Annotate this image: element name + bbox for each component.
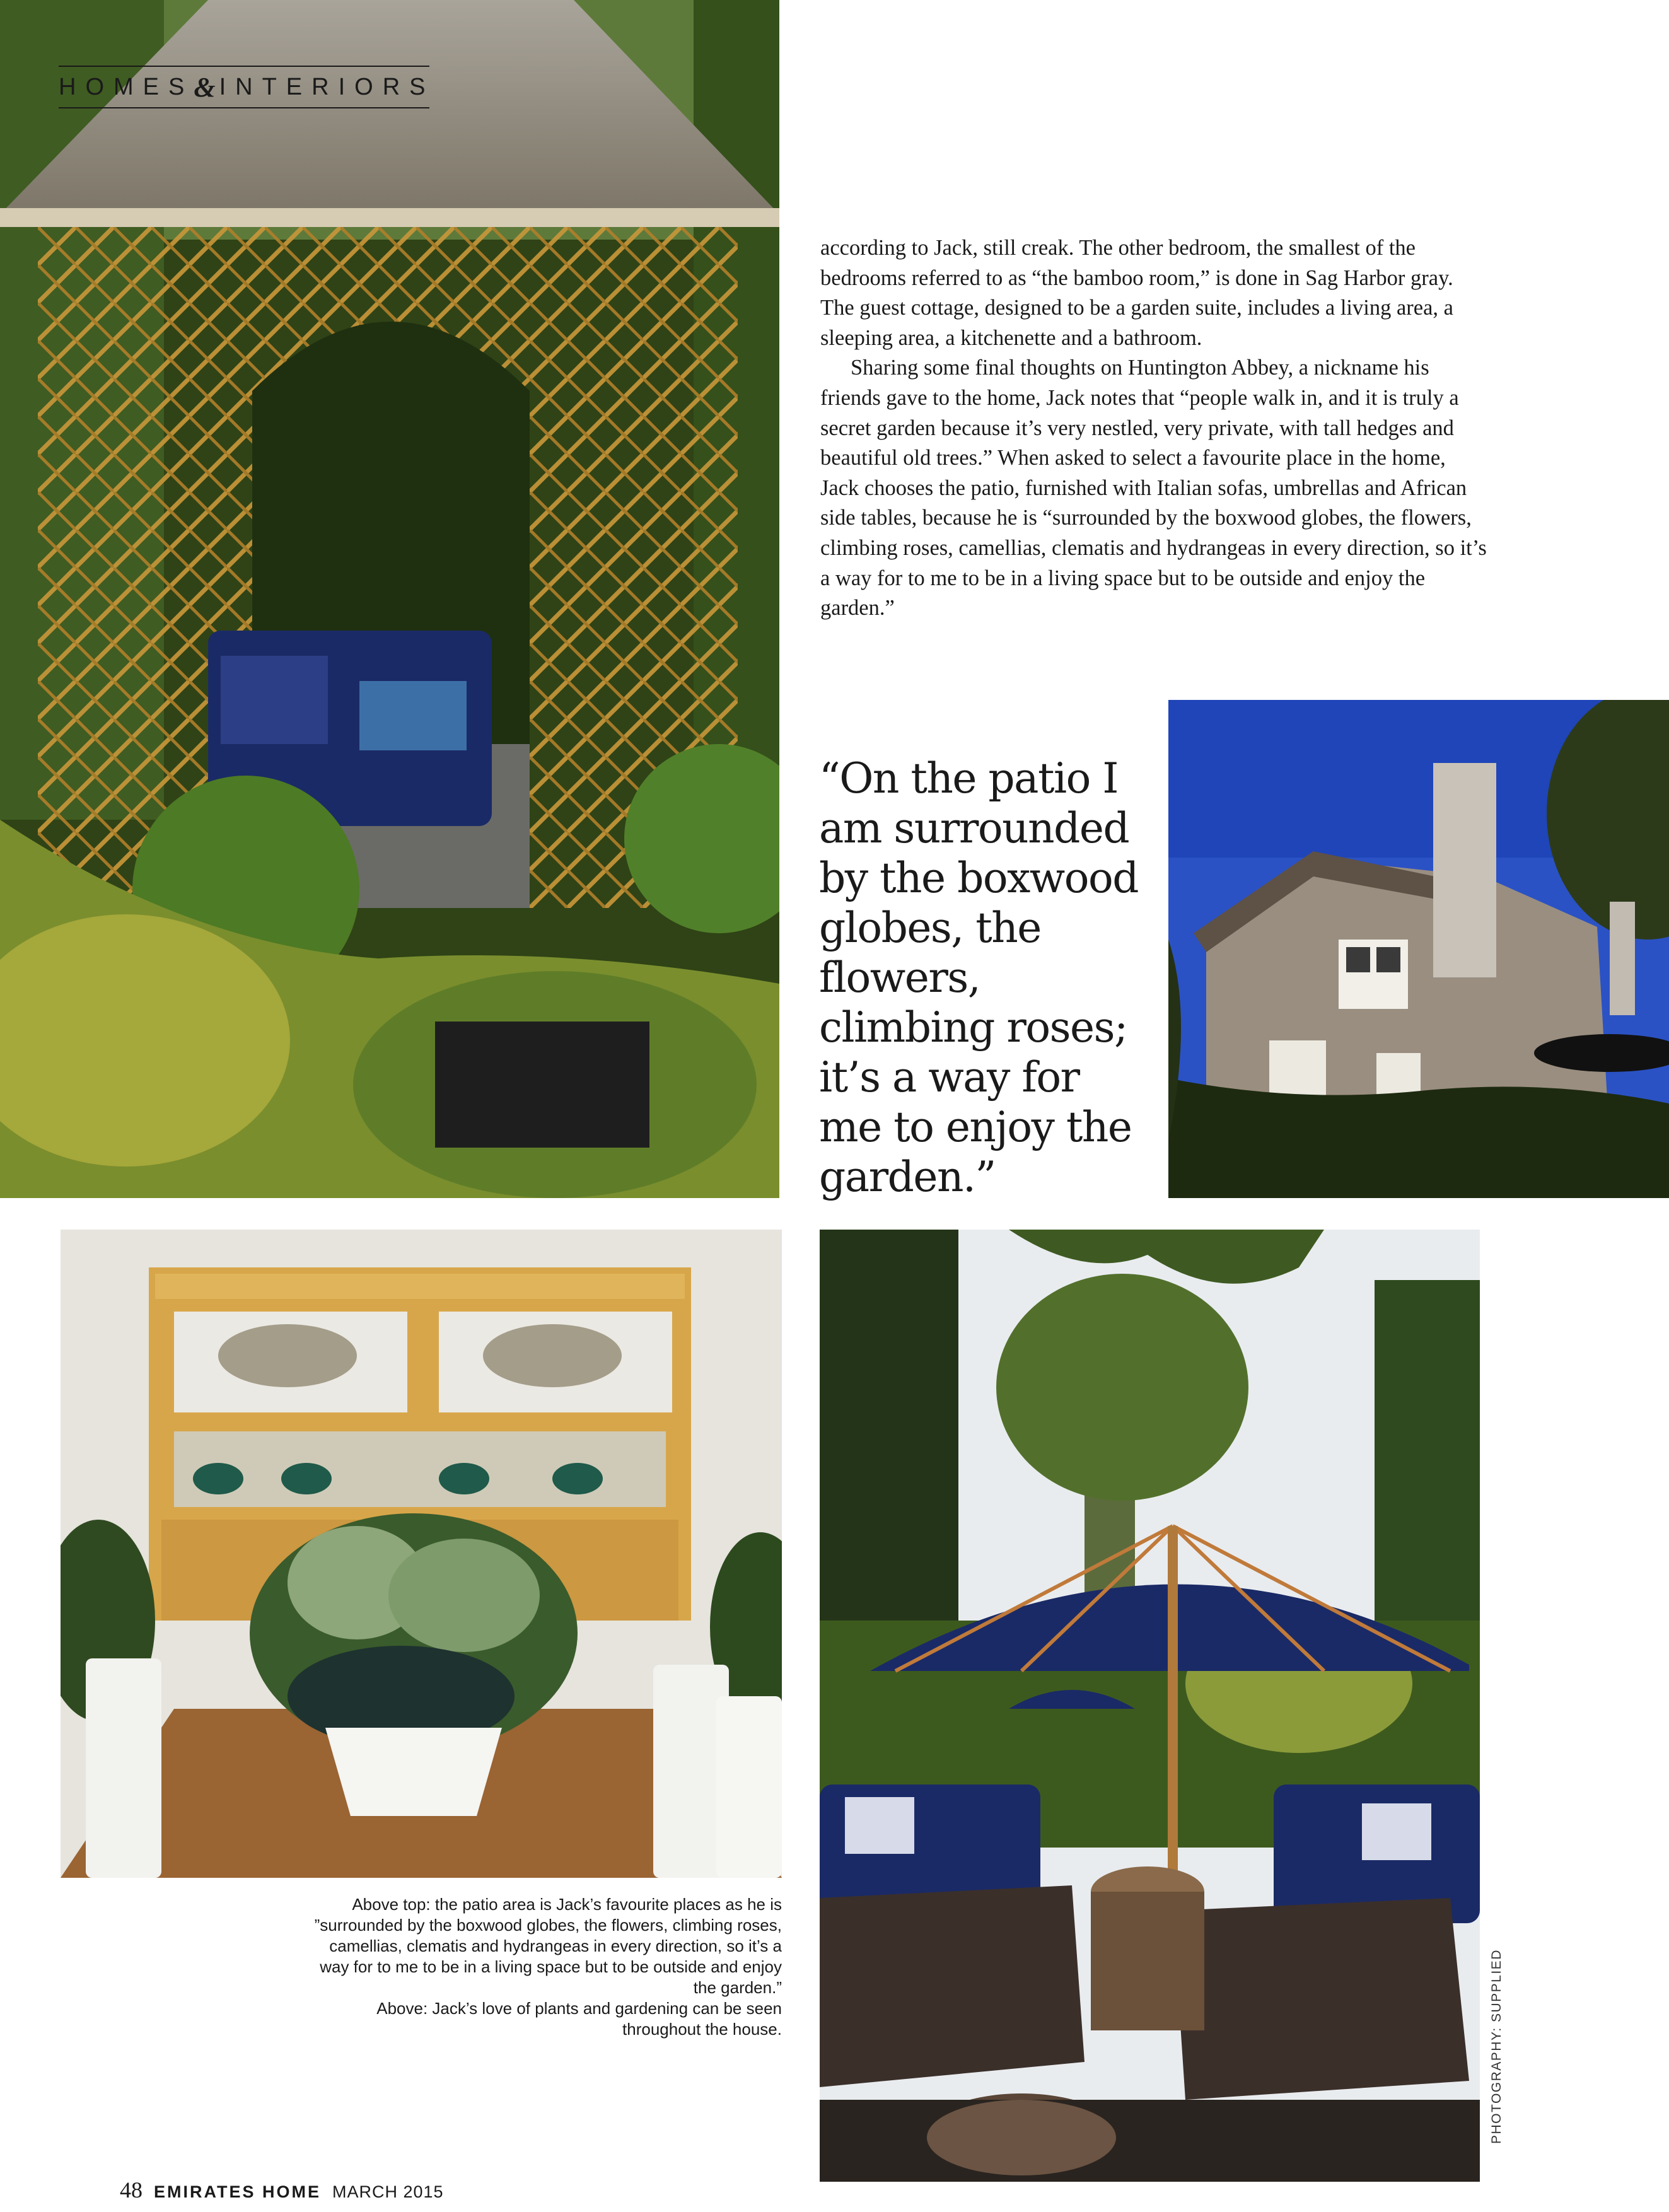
dining-photo-art: [61, 1230, 782, 1878]
photo-caption: [303, 1894, 782, 2040]
pull-quote: “On the patio I am surrounded by the boxwood globes, the flowers, climbing roses; it’s a way for me to enjoy the garden.”: [819, 754, 1139, 1201]
section-label-homes: HOMES: [59, 73, 194, 100]
caption-top: Above top: the patio area is Jack’s favourite places as he is ”surrounded by the boxwood globes, the flowers, climbing roses, camellias, clematis and hydrangeas in every direction, so it’s a way for to me to be in a living space but to be outside and enjoy the garden.”: [314, 1895, 782, 1997]
magazine-name: EMIRATES HOME: [154, 2182, 322, 2201]
article-paragraph: Sharing some final thoughts on Huntington Abbey, a nickname his friends gave to the home, Jack notes that “people walk in, and it is truly a secret garden because it’s very nestled, very private, with tall hedges and beautiful old trees.” When asked to select a favourite place in the home, Jack chooses the patio, furnished with Italian sofas, umbrellas and African side tables, because he is “surrounded by the boxwood globes, the flowers, climbing roses, camellias, clematis and hydrangeas in every direction, so it’s a way for to me to be in a living space but to be outside and enjoy the garden.”: [820, 356, 1487, 620]
caption-bottom: Above: Jack’s love of plants and gardening can be seen throughout the house.: [376, 1999, 782, 2039]
article-body: [820, 233, 1489, 624]
photo-credit: PHOTOGRAPHY: SUPPLIED: [1489, 1949, 1504, 2144]
dining-room-photo: [61, 1230, 782, 1878]
page-number: 48: [120, 2177, 142, 2203]
patio-umbrella-photo: [820, 1230, 1480, 2182]
article-paragraph: according to Jack, still creak. The other bedroom, the smallest of the bedrooms referred to as “the bamboo room,” is done in Sag Harbor gray. The guest cottage, designed to be a garden suite, includes a living area, a sleeping area, a kitchenette and a bathroom.: [820, 236, 1453, 350]
folio: [120, 2177, 444, 2203]
house-exterior-photo: [1168, 700, 1669, 1198]
garden-pavilion-photo: [0, 0, 779, 1198]
issue-date: MARCH 2015: [332, 2182, 444, 2201]
section-label-interiors: INTERIORS: [219, 73, 435, 100]
patio-photo-art: [820, 1230, 1480, 2182]
house-photo-art: [1168, 700, 1669, 1198]
pavilion-photo-art: [0, 0, 779, 1198]
section-header: [59, 66, 435, 108]
section-label-amp: &: [194, 71, 219, 103]
